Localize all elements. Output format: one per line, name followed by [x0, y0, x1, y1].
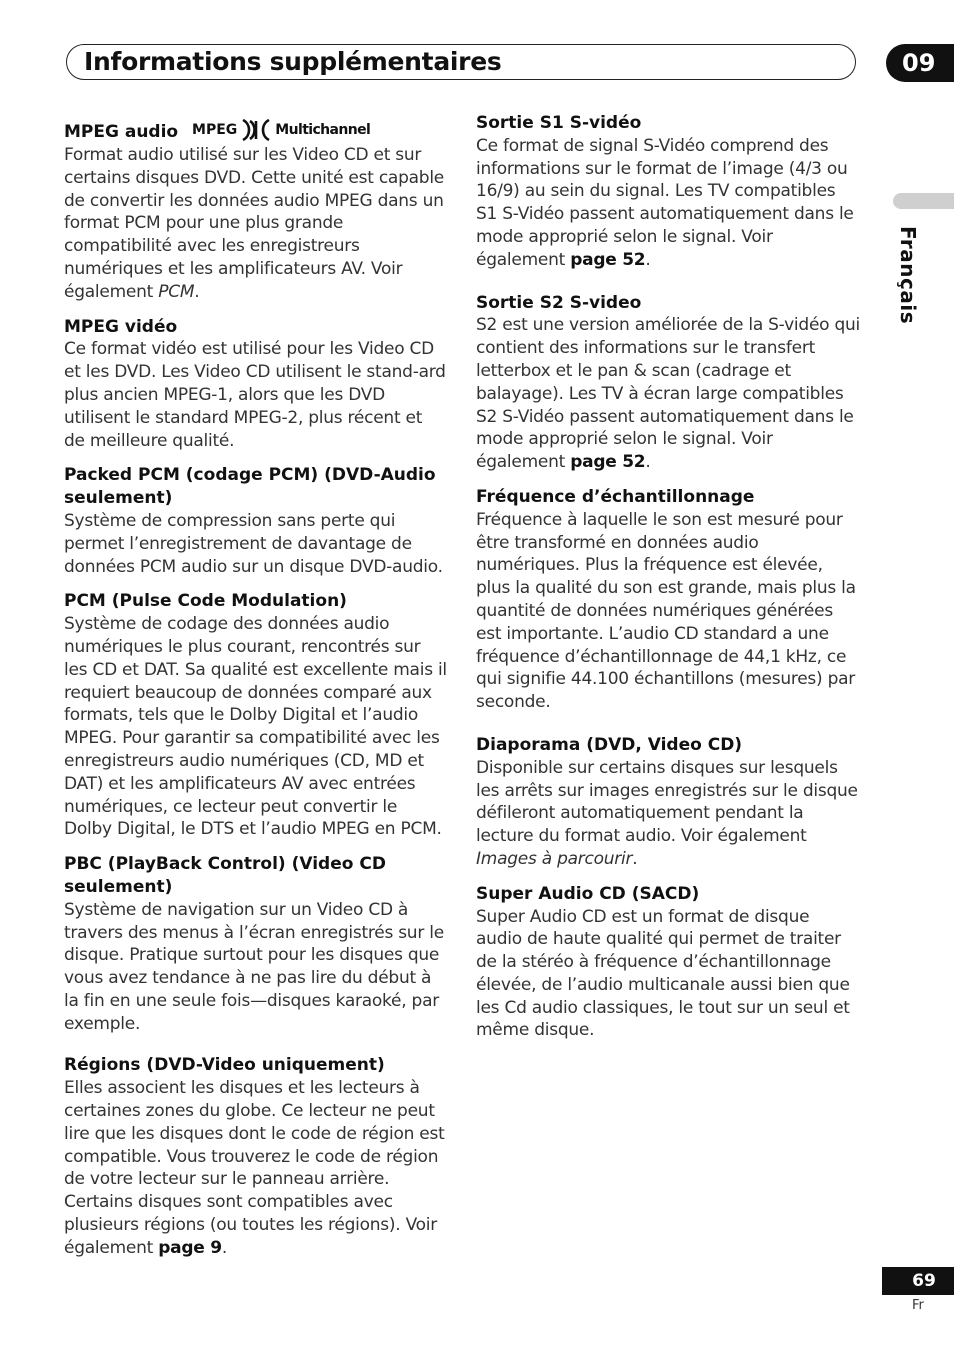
entry-title: PBC (PlayBack Control) (Video CD seulement): [64, 854, 386, 897]
page-language-code: Fr: [912, 1298, 924, 1313]
entry-body-tail: .: [194, 281, 200, 302]
entry-body: [64, 144, 448, 304]
page-number: 69: [882, 1267, 954, 1295]
multichannel-logo-word: Multichannel: [275, 121, 371, 138]
mpeg-wave-icon: [241, 118, 271, 142]
mpeg-logo-word: MPEG: [192, 121, 238, 138]
entry-mpeg-video: [64, 316, 448, 453]
entry-body-tail: .: [221, 1237, 227, 1258]
entry-s1-svideo: [476, 112, 860, 272]
page-reference: page 9: [158, 1237, 222, 1258]
entry-body: [476, 757, 860, 871]
page-reference: page 52: [570, 452, 646, 473]
entry-body: [64, 1077, 448, 1259]
entry-body: Ce format vidéo est utilisé pour les Video CD et les DVD. Les Video CD utilisent le stand-ard plus ancien MPEG-1, alors que les DVD utilisent le standard MPEG-2, plus récent et de meilleure qualité.: [64, 339, 446, 451]
entry-pcm: [64, 590, 448, 841]
entry-slideshow: [476, 734, 860, 871]
entry-body-text: Format audio utilisé sur les Video CD et sur certains disques DVD. Cette unité est capable de convertir les données audio MPEG dans un format PCM pour une plus grande compatibilité avec les enregistreurs numériques et les amplificateurs AV. Voir également: [64, 145, 445, 302]
entry-body-tail: .: [645, 452, 651, 473]
entry-body: Système de codage des données audio numériques le plus courant, rencontrés sur les CD et DAT. Sa qualité est excellente mais il requiert beaucoup de données comparé aux formats, tels que le Dolby Digital et l’audio MPEG. Pour garantir sa compatibilité avec les enregistreurs audio numériques (CD, MD et DAT) et les amplificateurs AV avec entrées numériques, ce lecteur peut convertir le Dolby Digital, le DTS et l’audio MPEG en PCM.: [64, 614, 447, 840]
language-tab: [893, 193, 954, 209]
entry-title: MPEG vidéo: [64, 316, 178, 337]
entry-body: Fréquence à laquelle le son est mesuré pour être transformé en données audio numériques. Plus la fréquence est élevée, plus la qualité du son est grande, mais plus la quantité de données numériques générées est importante. L’audio CD standard a une fréquence d’échantillonnage de 44,1 kHz, ce qui signifie 44.100 échantillons (mesures) par seconde.: [476, 509, 856, 713]
entry-title: PCM (Pulse Code Modulation): [64, 591, 347, 612]
entry-body: [476, 135, 860, 272]
entry-title: Sortie S2 S-video: [476, 292, 642, 313]
entry-s2-svideo: [476, 292, 860, 474]
entry-body-tail: .: [632, 848, 638, 869]
language-label: Français: [896, 226, 920, 325]
page-reference: page 52: [570, 249, 646, 270]
entry-body: Super Audio CD est un format de disque audio de haute qualité qui permet de traiter de la stéréo à fréquence d’échantillonnage élevée, de l’audio multicanale aussi bien que les Cd audio classiques, le tout sur un seul et même disque.: [476, 906, 850, 1041]
entry-title: Fréquence d’échantillonnage: [476, 486, 755, 507]
entry-title: Packed PCM (codage PCM) (DVD-Audio seulement): [64, 465, 436, 509]
entry-body-text: Disponible sur certains disques sur lesquels les arrêts sur images enregistrés sur le disque défileront automatiquement pendant la lecture du format audio. Voir également: [476, 757, 858, 847]
entry-body-italic: PCM: [158, 281, 195, 302]
entry-title: [64, 120, 448, 144]
entry-body-text: Elles associent les disques et les lecteurs à certaines zones du globe. Ce lecteur ne peut lire que les disques dont le code de région est compatible. Vous trouverez le code de région de votre lecteur sur le panneau arrière. Certains disques sont compatibles avec plusieurs régions (ou toutes les régions). Voir également: [64, 1078, 445, 1258]
entry-sacd: [476, 883, 860, 1043]
entry-body-italic: Images à parcourir: [476, 848, 633, 869]
entry-packed-pcm: [64, 464, 448, 578]
entry-body: [476, 314, 860, 474]
entry-regions: [64, 1054, 448, 1259]
entry-body: Système de navigation sur un Video CD à travers des menus à l’écran enregistrés sur le disque. Pratique surtout pour les disques que vous avez tendance à ne pas lire du début à la fin en une seule fois—disques karaoké, par exemple.: [64, 899, 444, 1034]
entry-title: Sortie S1 S-vidéo: [476, 113, 642, 133]
entry-body-text: Ce format de signal S-Vidéo comprend des informations sur le format de l’image (4/3 ou 16/9) au sein du signal. Les TV compatibles S1 S-Vidéo passent automatiquement dans le mode approprié selon le signal. Voir également: [476, 135, 854, 270]
entry-title: Régions (DVD-Video uniquement): [64, 1055, 385, 1076]
entry-pbc: [64, 853, 448, 1035]
entry-body: Système de compression sans perte qui permet l’enregistrement de davantage de données PCM audio sur un disque DVD-audio.: [64, 510, 443, 577]
page-title: Informations supplémentaires: [84, 47, 502, 76]
entry-title: Super Audio CD (SACD): [476, 883, 700, 904]
entry-sampling-frequency: [476, 486, 860, 714]
entry-body-tail: .: [645, 249, 651, 270]
entry-body-text: S2 est une version améliorée de la S-vidéo qui contient des informations sur le transfert letterbox et le pan & scan (cadrage et balayage). Les TV à écran large compatibles S2 S-Vidéo passent automatiquement dans le mode approprié selon le signal. Voir également: [476, 315, 860, 473]
chapter-badge: 09: [886, 44, 954, 82]
entry-title-text: MPEG audio: [64, 122, 179, 142]
left-column: [64, 120, 448, 1260]
entry-title: Diaporama (DVD, Video CD): [476, 734, 743, 755]
mpeg-multichannel-logo: [192, 118, 370, 142]
entry-mpeg-audio: [64, 120, 448, 304]
right-column: [476, 112, 860, 1042]
